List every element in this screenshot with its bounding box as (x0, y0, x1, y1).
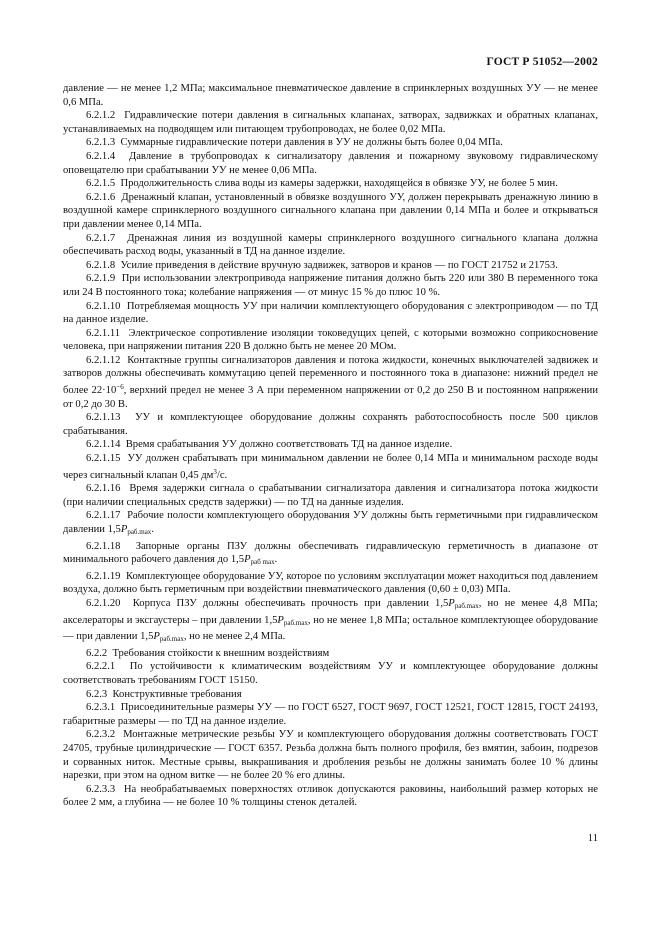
paragraph-continuation: давление — не менее 1,2 МПа; максимальное пневматическое давление в спринклерных воздушных УУ — не менее 0,6 МПа. (63, 83, 598, 108)
paragraph-6-2-1-13: 6.2.1.13 УУ и комплектующее оборудование должны сохранять работоспособность после 500 циклов срабатывания. (63, 412, 598, 437)
paragraph-6-2-1-17: 6.2.1.17 Рабочие полости комплектующего оборудования УУ должны быть герметичными при гидравлическом давлении $1,5P_{раб.max}$. (63, 510, 598, 536)
paragraph-6-2-1-18: 6.2.1.18 Запорные органы ПЗУ должны обеспечивать гидравлическую герметичность в диапазоне от минимального рабочего давления до $1,5P_{раб max}$. (63, 540, 599, 567)
document-body (63, 82, 598, 810)
paragraph-6-2-1-4: 6.2.1.4 Давление в трубопроводах к сигнализатору давления и пожарному звуковому гидравлическому оповещателю при срабатывании УУ не менее 0,06 МПа. (63, 150, 599, 176)
paragraph-6-2-1-19: 6.2.1.19 Комплектующее оборудование УУ, которое по условиям эксплуатации может находиться под давлением воздуха, должно быть герметичным при воздействии пневматического давления (0,60 ± 0,03) МПа. (63, 570, 599, 596)
section-heading-6-2-2: 6.2.2 Требования стойкости к внешним воздействиям (86, 647, 330, 659)
clause-number: 6.2.1.20 (86, 597, 121, 609)
clause-number: 6.2.1.13 (86, 412, 121, 424)
clause-number: 6.2.1.5 (86, 178, 116, 190)
paragraph-6-2-1-2: 6.2.1.2 Гидравлические потери давления в сигнальных клапанах, затворах, задвижках и обратных клапанах, устанавливаемых на подводящем или питающем трубопроводах, не более 0,02 МПа. (63, 110, 598, 135)
clause-number: 6.2.1.12 (86, 354, 121, 366)
page-footer (588, 833, 598, 844)
paragraph-6-2-1-11: 6.2.1.11 Электрическое сопротивление изоляции токоведущих цепей, с которыми возможно соприкосновение человека, при напряжении питания 220 В должно быть не менее 20 МОм. (63, 327, 598, 353)
clause-number: 6.2.2 (86, 647, 108, 659)
document-header (486, 56, 598, 68)
paragraph-6-2-1-12: 6.2.1.12 Контактные группы сигнализаторов давления и потока жидкости, конечных выключателей задвижек и затворов должны обеспечивать коммутацию цепей переменного и постоянного тока в диапазоне: нижний предел не более $22\cdot 10^{-6}$, верхний предел не менее 3 А при переменном напряжении от 0,2 до 250 В и постоянном напряжении от 0,2 до 30 В. (63, 354, 598, 410)
clause-number: 6.2.3 (86, 688, 108, 700)
clause-number: 6.2.2.1 (86, 661, 116, 673)
paragraph-6-2-1-15: 6.2.1.15 УУ должен срабатывать при минимальном давлении не более 0,14 МПа и минимальном расходе воды через сигнальный клапан 0,45 $дм^3/с$. (63, 453, 598, 481)
clause-number: 6.2.1.14 (86, 439, 121, 451)
section-heading-6-2-3: 6.2.3 Конструктивные требования (86, 688, 242, 700)
paragraph-6-2-1-7: 6.2.1.7 Дренажная линия из воздушной камеры спринклерного воздушного сигнального клапана должна обеспечивать расход воды, указанный в ТД на данное изделие. (63, 232, 599, 258)
clause-number: 6.2.1.16 (86, 483, 121, 495)
clause-number: 6.2.1.15 (86, 453, 121, 465)
clause-number: 6.2.1.3 (86, 137, 116, 149)
paragraph-6-2-1-6: 6.2.1.6 Дренажный клапан, установленный в обвязке воздушного УУ, должен перекрывать дренажную линию в воздушной камере спринклерного воздушного сигнального клапана при давлении 0,14 МПа и более и открываться при давлении менее 0,14 МПа. (63, 191, 599, 230)
clause-number: 6.2.1.8 (86, 259, 116, 271)
standard-number: ГОСТ Р 51052—2002 (486, 56, 598, 68)
clause-number: 6.2.3.3 (86, 783, 116, 795)
clause-number: 6.2.1.19 (86, 570, 121, 582)
clause-number: 6.2.1.6 (86, 191, 116, 203)
paragraph-6-2-1-14: 6.2.1.14 Время срабатывания УУ должно соответствовать ТД на данное изделие. (86, 439, 453, 451)
paragraph-6-2-3-3: 6.2.3.3 На необрабатываемых поверхностях отливок допускаются раковины, наибольший размер которых не более 2 мм, а глубина — не более 10 % толщины стенок деталей. (63, 783, 598, 809)
clause-number: 6.2.1.10 (86, 300, 121, 312)
paragraph-6-2-2-1: 6.2.2.1 По устойчивости к климатическим воздействиям УУ и комплектующее оборудование должны соответствовать требованиям ГОСТ 15150. (63, 661, 599, 686)
paragraph-6-2-1-8: 6.2.1.8 Усилие приведения в действие вручную задвижек, затворов и кранов — по ГОСТ 21752 и 21753. (86, 259, 558, 271)
paragraph-6-2-1-20: 6.2.1.20 Корпуса ПЗУ должны обеспечивать прочность при давлении $1,5P_{раб.max}$, но не менее 4,8 МПа; акселераторы и эксгаустеры – при давлении $1,5P_{раб.max}$, но не менее 1,8 МПа; остальное комплектующее оборудование — при давлении $1,5P_{раб.max}$, но не менее 2,4 МПа. (63, 597, 598, 644)
paragraph-6-2-3-1: 6.2.3.1 Присоединительные размеры УУ — по ГОСТ 6527, ГОСТ 9697, ГОСТ 12521, ГОСТ 12815, ГОСТ 24193, габаритные размеры — по ТД на данное изделие. (63, 702, 598, 727)
clause-number: 6.2.1.4 (86, 150, 116, 162)
paragraph-6-2-1-3: 6.2.1.3 Суммарные гидравлические потери давления в УУ не должны быть более 0,04 МПа. (86, 137, 503, 149)
paragraph-6-2-1-5: 6.2.1.5 Продолжительность слива воды из камеры задержки, находящейся в обвязке УУ, не более 5 мин. (86, 178, 558, 190)
clause-number: 6.2.1.9 (86, 273, 116, 285)
clause-number: 6.2.1.18 (86, 540, 121, 552)
clause-number: 6.2.1.2 (86, 110, 116, 122)
paragraph-6-2-1-9: 6.2.1.9 При использовании электропривода напряжение питания должно быть 220 или 380 В переменного тока или 24 В постоянного тока; колебание напряжения — от минус 15 % до плюс 10 %. (63, 273, 599, 298)
paragraph-6-2-1-16: 6.2.1.16 Время задержки сигнала о срабатывании сигнализатора давления и сигнализатора потока жидкости (при наличии специальных средств задержки) — по ТД на данные изделия. (63, 483, 599, 508)
clause-number: 6.2.3.2 (86, 729, 116, 741)
clause-number: 6.2.1.17 (86, 510, 121, 522)
clause-number: 6.2.1.11 (86, 327, 121, 339)
clause-number: 6.2.1.7 (86, 232, 116, 244)
paragraph-6-2-3-2: 6.2.3.2 Монтажные метрические резьбы УУ и комплектующего оборудования должны соответствовать ГОСТ 24705, трубные цилиндрические — ГОСТ 6357. Резьба должна быть полного профиля, без вмятин, забоин, подрезов и сорванных ниток. Местные срывы, выкрашивания и дробления резьбы не должны занимать более 10 % длины нарезки, при этом на одном витке — не более 20 % его длины. (63, 729, 598, 782)
clause-number: 6.2.3.1 (86, 702, 116, 714)
paragraph-6-2-1-10: 6.2.1.10 Потребляемая мощность УУ при наличии комплектующего оборудования с электроприводом — по ТД на данное изделие. (63, 300, 598, 326)
page-number: 11 (587, 833, 598, 844)
